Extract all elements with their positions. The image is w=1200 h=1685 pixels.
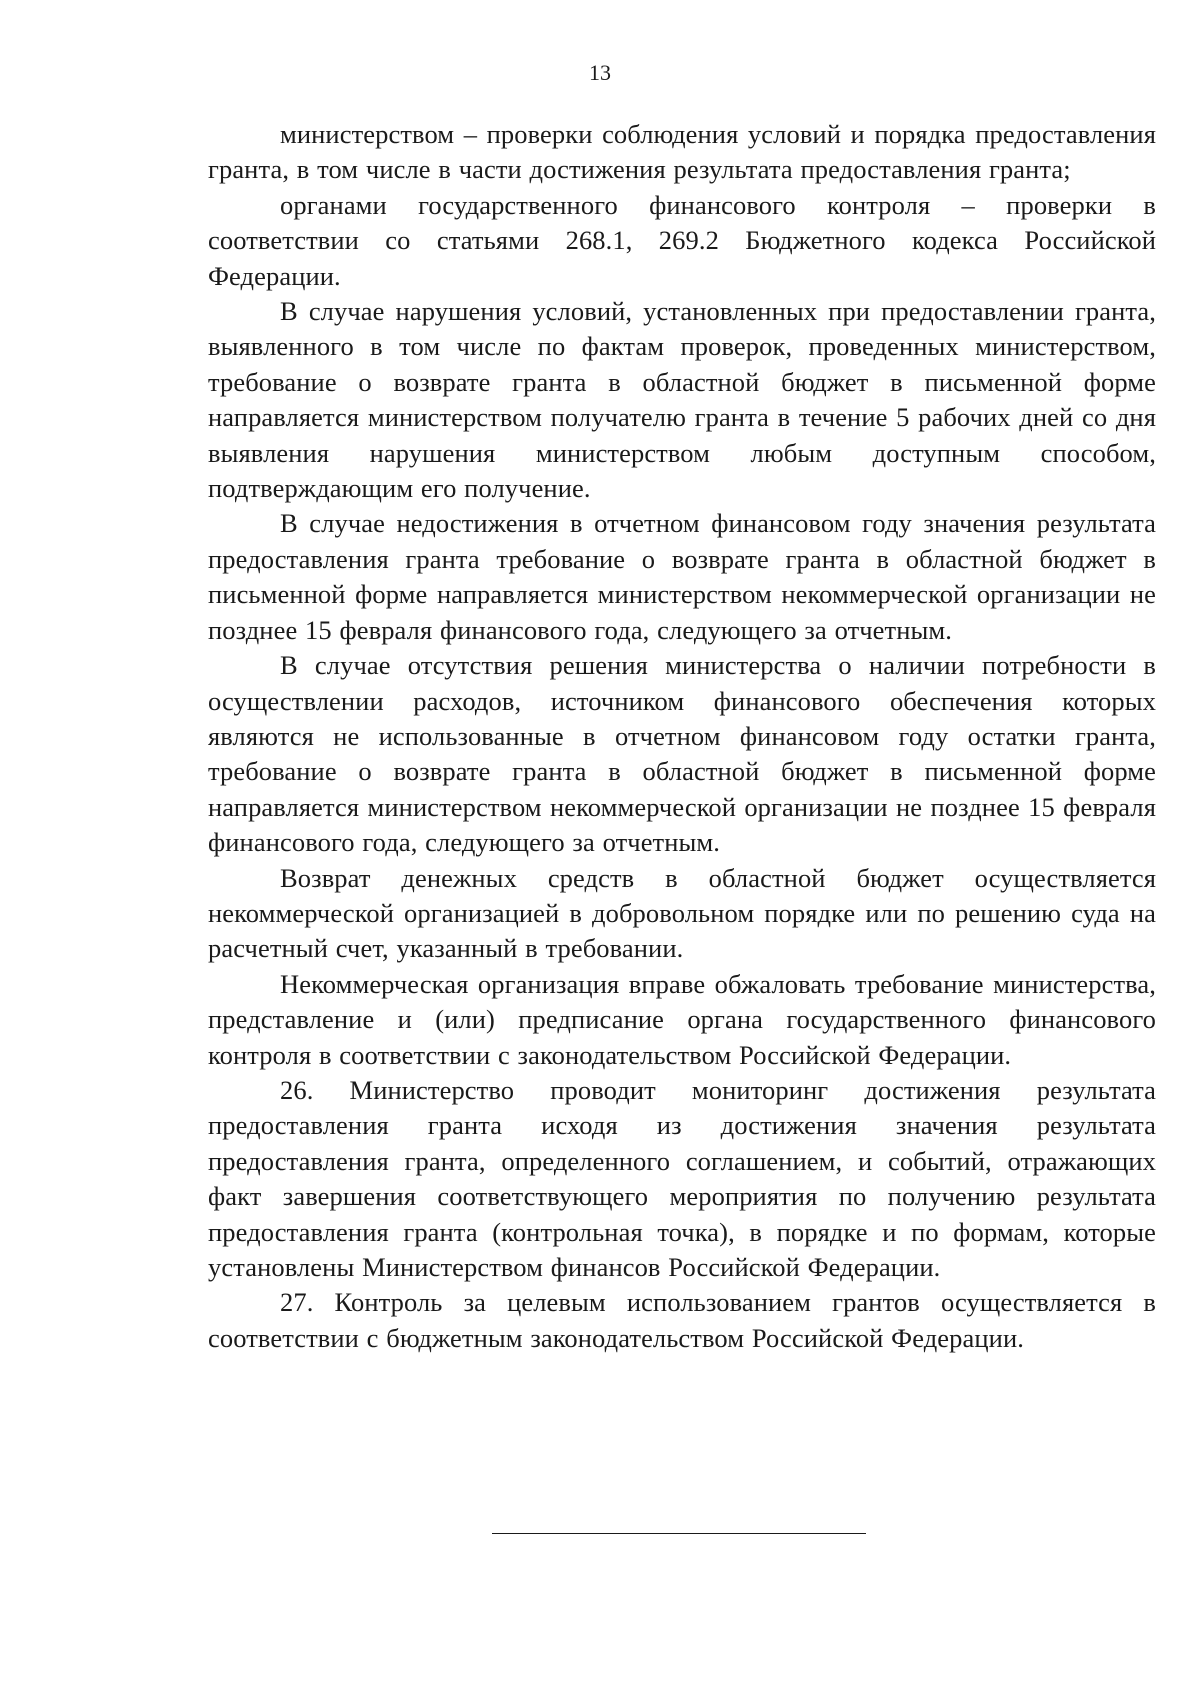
paragraph-financial-control-checks: органами государственного финансового контроля – проверки в соответствии со статьями 268.1, 269.2 Бюджетного кодекса Российской Федерации. [208,189,1156,291]
paragraph-item-26-monitoring: 26. Министерство проводит мониторинг достижения результата предоставления гранта исходя из достижения значения результата предоставления гранта, определенного соглашением, и событий, отражающих факт завершения соответствующего мероприятия по получению результата предоставления гранта (контрольная точка), в порядке и по формам, которые установлены Министерством финансов Российской Федерации. [208,1074,1156,1282]
paragraph-item-27-control: 27. Контроль за целевым использованием грантов осуществляется в соответствии с бюджетным законодательством Российской Федерации. [208,1287,1156,1353]
paragraph-unused-balance: В случае отсутствия решения министерства о наличии потребности в осуществлении расходов, источником финансового обеспечения которых являются не использованные в отчетном финансовом году остатки гранта, требование о возврате гранта в областной бюджет в письменной форме направляется министерством некоммерческой организации не позднее 15 февраля финансового года, следующего за отчетным. [208,650,1156,858]
paragraph-violation-refund: В случае нарушения условий, установленных при предоставлении гранта, выявленного в том числе по фактам проверок, проведенных министерством, требование о возврате гранта в областной бюджет в письменной форме направляется министерством получателю гранта в течение 5 рабочих дней со дня выявления нарушения министерством любым доступным способом, подтверждающим его получение. [208,296,1156,504]
paragraph-refund-procedure: Возврат денежных средств в областной бюджет осуществляется некоммерческой организацией в добровольном порядке или по решению суда на расчетный счет, указанный в требовании. [208,862,1156,964]
page-number: 13 [589,60,611,85]
paragraph-appeal-right: Некоммерческая организация вправе обжаловать требование министерства, представление и (или) предписание органа государственного финансового контроля в соответствии с законодательством Российской Федерации. [208,968,1156,1070]
end-of-document-rule [492,1533,866,1534]
paragraph-result-not-achieved: В случае недостижения в отчетном финансовом году значения результата предоставления гранта требование о возврате гранта в областной бюджет в письменной форме направляется министерством некоммерческой организации не позднее 15 февраля финансового года, следующего за отчетным. [208,508,1156,645]
paragraph-ministry-checks: министерством – проверки соблюдения условий и порядка предоставления гранта, в том числе в части достижения результата предоставления гранта; [208,119,1156,185]
document-body [208,117,1156,1356]
